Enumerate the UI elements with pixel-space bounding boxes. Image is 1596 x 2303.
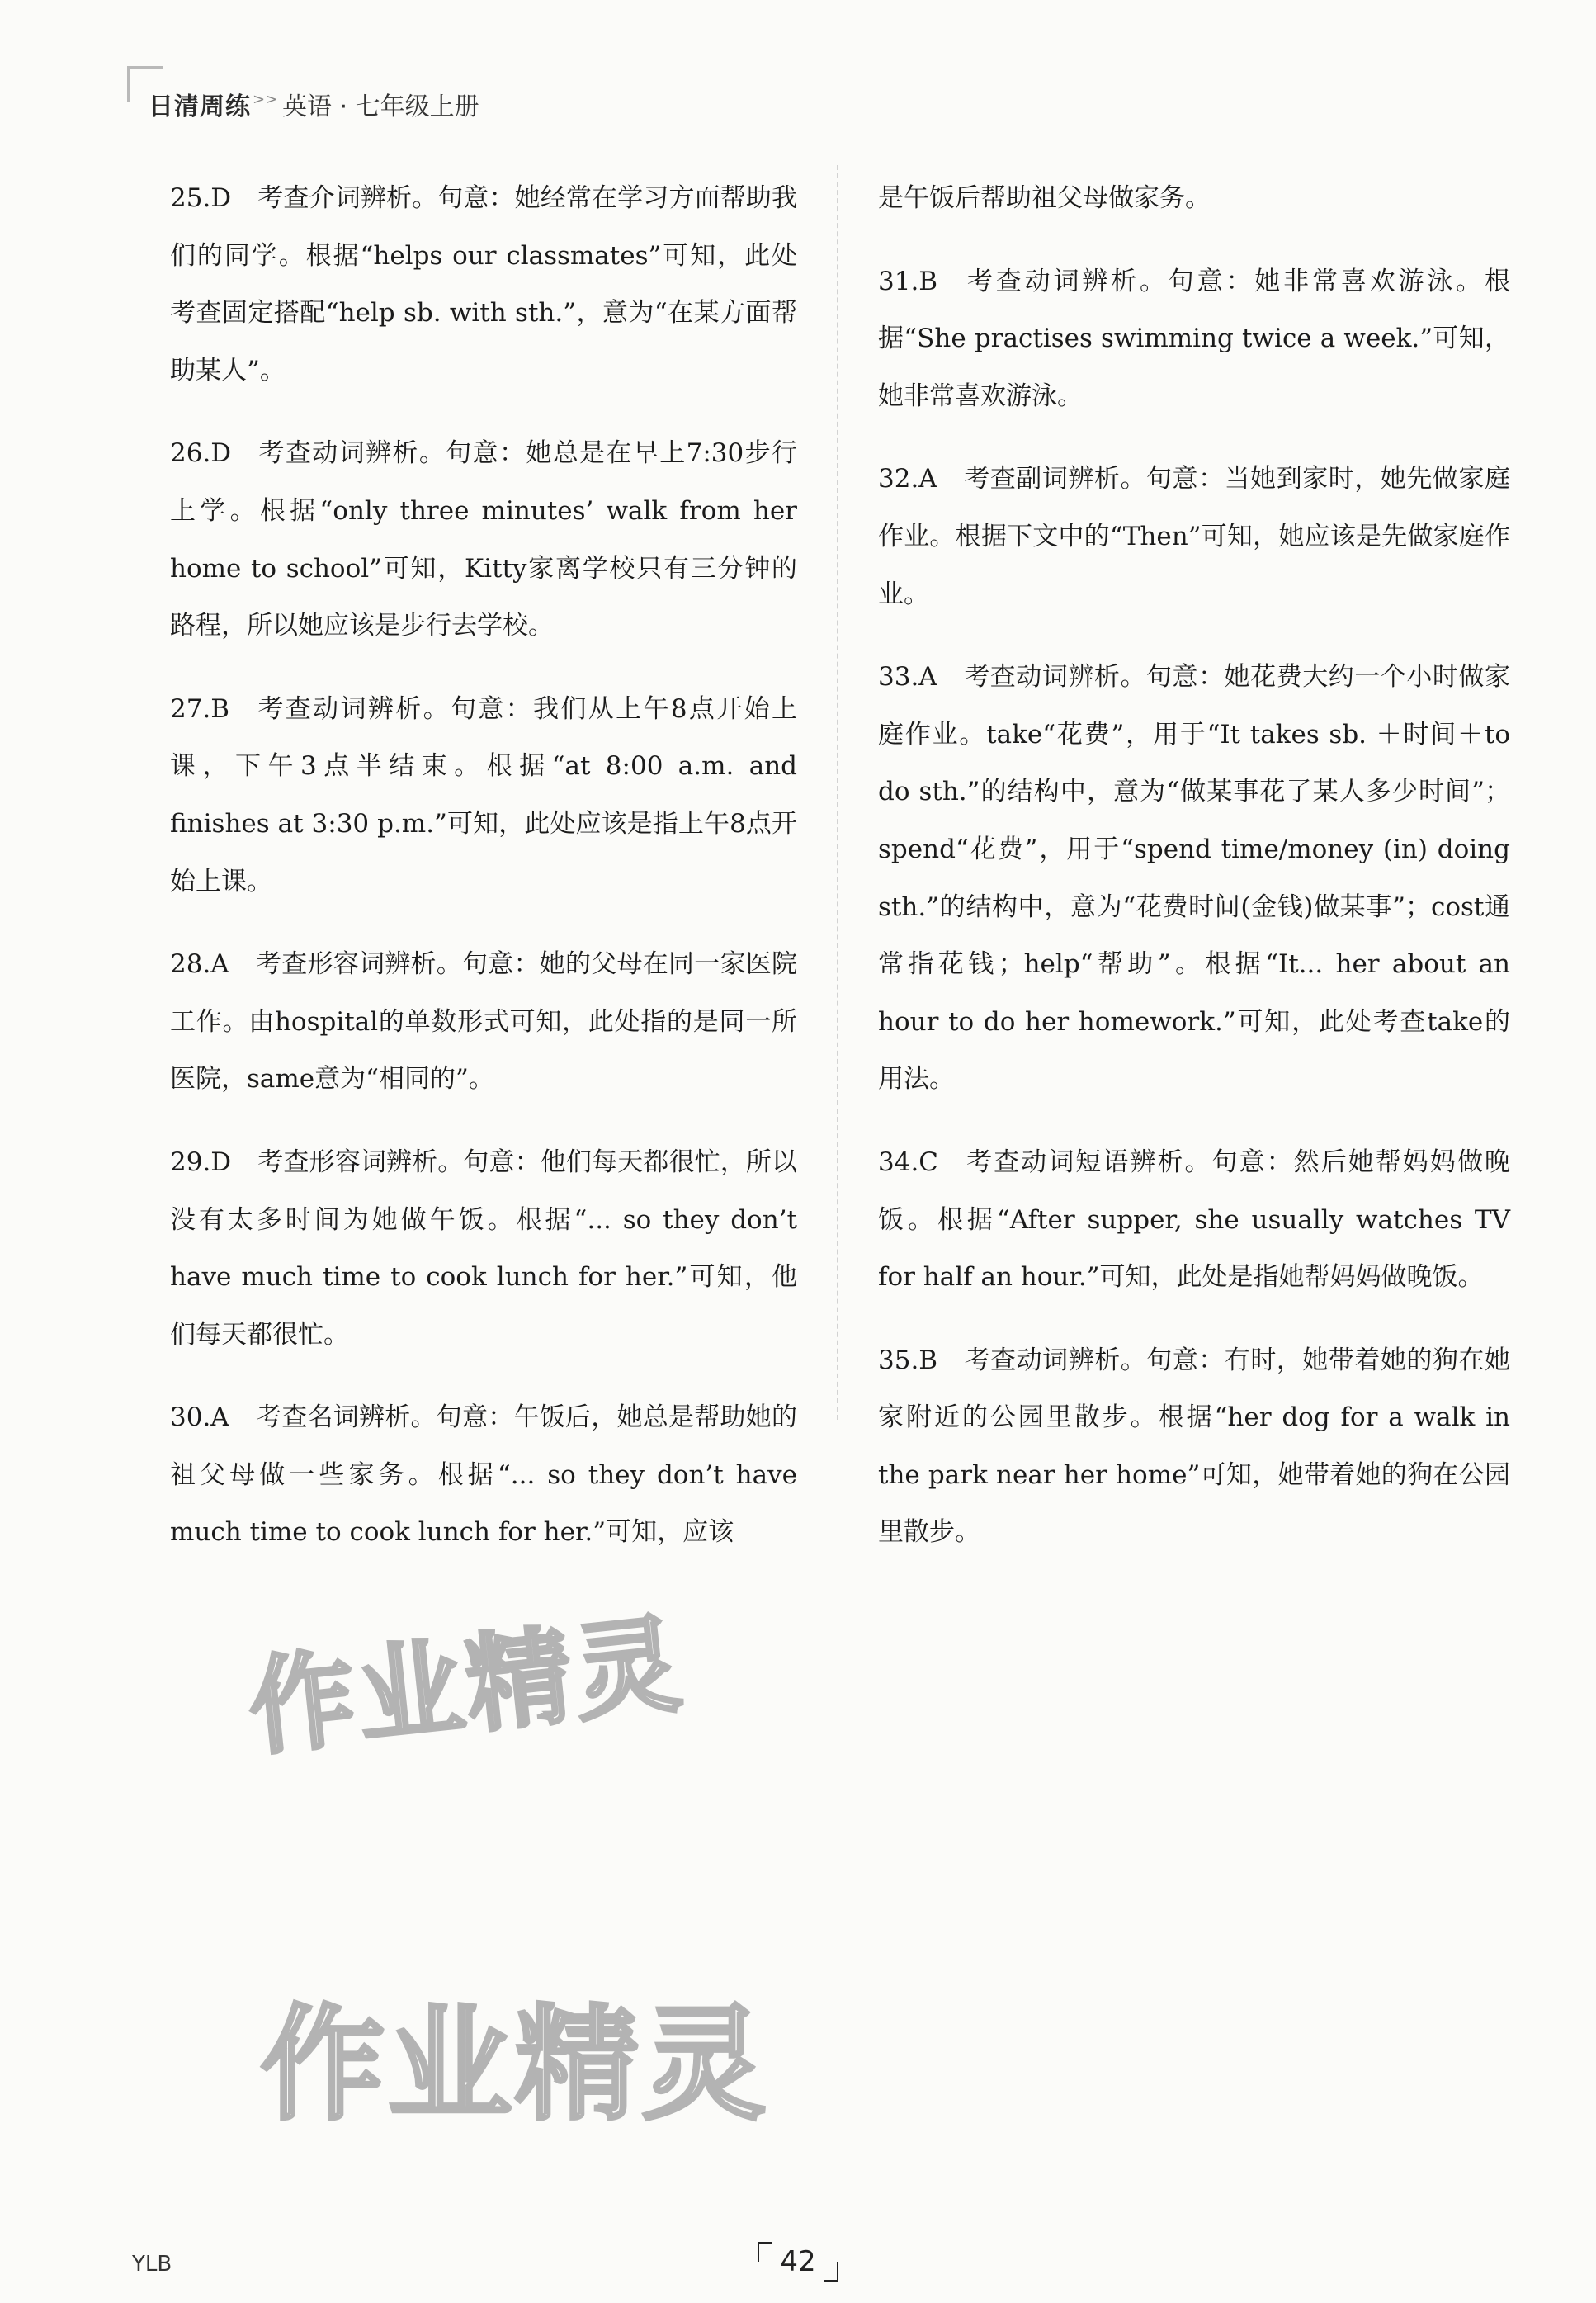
book-brand: 日清周练 [149, 92, 251, 121]
answer-explanation: 考查动词辨析。句意：她花费大约一个小时做家庭作业。take“花费”，用于“It takes sb. ＋时间＋to do sth.”的结构中，意为“做某事花了某人多少时间”；spend“花费”，用于“spend time/money (in) doing sth.”的结构中，意为“花费时间(金钱)做某事”；cost通常指花钱；help“帮助”。根据“It... her about an hour to do her homework.”可知，此处考查take的用法。 [878, 662, 1510, 1095]
answer-entry-26 [170, 425, 797, 655]
answer-column-right [878, 170, 1510, 1563]
answer-explanation: 考查动词辨析。句意：她总是在早上7:30步行上学。根据“only three minutes’ walk from her home to school”可知，Kitty家离学校只有三分钟的路程，所以她应该是步行去学校。 [170, 438, 797, 641]
answer-entry-27 [170, 681, 797, 910]
page-number: 42 [753, 2242, 843, 2282]
answer-entry-30 [170, 1389, 797, 1562]
answer-number: 28.A [170, 949, 229, 980]
answer-explanation: 是午饭后帮助祖父母做家务。 [878, 183, 1211, 213]
answer-explanation: 考查名词辨析。句意：午饭后，她总是帮助她的祖父母做一些家务。根据“... so they don’t have much time to cook lunch for her.”可知，应该 [170, 1402, 797, 1548]
answer-number: 26.D [170, 438, 232, 469]
answer-column-left [170, 170, 797, 1563]
answer-entry-35 [878, 1332, 1510, 1562]
answer-explanation: 考查动词辨析。句意：她非常喜欢游泳。根据“She practises swimming twice a week.”可知，她非常喜欢游泳。 [878, 266, 1510, 411]
footer-code: YLB [132, 2252, 172, 2277]
answer-explanation: 考查动词辨析。句意：有时，她带着她的狗在她家附近的公园里散步。根据“her dog for a walk in the park near her home”可知，她带着她的狗在公园里散步。 [878, 1345, 1510, 1548]
answer-entry-28 [170, 936, 797, 1109]
book-subject: 英语 · 七年级上册 [282, 92, 479, 121]
answer-number: 25.D [170, 183, 232, 213]
answer-explanation: 考查动词短语辨析。句意：然后她帮妈妈做晚饭。根据“After supper, she usually watches TV for half an hour.”可知，此处是指她帮妈妈做晚饭。 [878, 1147, 1510, 1293]
answer-number: 29.D [170, 1147, 232, 1177]
answer-explanation: 考查副词辨析。句意：当她到家时，她先做家庭作业。根据下文中的“Then”可知，她应该是先做家庭作业。 [878, 464, 1510, 609]
watermark: 作业精灵 [261, 1993, 770, 2137]
answer-entry-31 [878, 253, 1510, 426]
answer-number: 30.A [170, 1402, 229, 1433]
answer-explanation: 考查介词辨析。句意：她经常在学习方面帮助我们的同学。根据“helps our classmates”可知，此处考查固定搭配“help sb. with sth.”，意为“在某方面帮助某人”。 [170, 183, 797, 385]
answer-number: 32.A [878, 464, 937, 494]
answer-explanation: 考查动词辨析。句意：我们从上午8点开始上课，下午3点半结束。根据“at 8:00 a.m. and finishes at 3:30 p.m.”可知，此处应该是指上午8点开始上课。 [170, 693, 797, 896]
watermark: 作业精灵 [243, 1602, 690, 1771]
answer-entry-30-continued [878, 170, 1510, 228]
answer-number: 35.B [878, 1345, 938, 1375]
answer-entry-29 [170, 1134, 797, 1364]
answer-number: 27.B [170, 693, 230, 724]
answer-entry-32 [878, 451, 1510, 623]
answer-number: 31.B [878, 266, 938, 296]
answer-number: 33.A [878, 662, 937, 693]
breadcrumb-separator: >> [253, 91, 278, 108]
answer-entry-33 [878, 649, 1510, 1109]
answer-number: 34.C [878, 1147, 939, 1177]
answer-explanation: 考查形容词辨析。句意：他们每天都很忙，所以没有太多时间为她做午饭。根据“... so they don’t have much time to cook lunch for her.”可知，他们每天都很忙。 [170, 1147, 797, 1350]
answer-explanation: 考查形容词辨析。句意：她的父母在同一家医院工作。由hospital的单数形式可知，此处指的是同一所医院，same意为“相同的”。 [170, 949, 797, 1095]
answer-entry-34 [878, 1134, 1510, 1307]
column-divider [837, 165, 838, 1420]
answer-entry-25 [170, 170, 797, 400]
